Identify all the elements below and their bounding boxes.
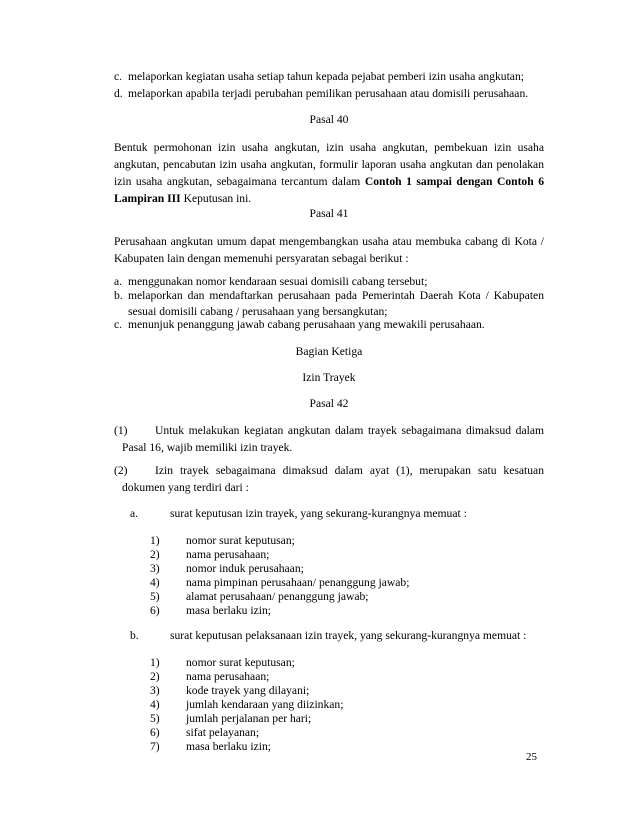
paragraph: Perusahaan angkutan umum dapat mengembangkan usaha atau membuka cabang di Kota / Kabupaten lain dengan memenuhi persyaratan sebagai berikut : bbox=[114, 235, 544, 265]
list-number: 6) bbox=[150, 604, 160, 617]
sub-text: surat keputusan izin trayek, yang sekurang-kurangnya memuat : bbox=[170, 507, 467, 520]
paragraph-text: Bentuk permohonan izin usaha angkutan, izin usaha angkutan, pembekuan izin usaha angkutan, pencabutan izin usaha angkutan, formulir laporan usaha angkutan dan penolakan izin usaha angkutan, sebagaimana tercantum dalam bbox=[114, 141, 544, 188]
part-title: Izin Trayek bbox=[302, 371, 356, 384]
list-number: 7) bbox=[150, 740, 160, 753]
paragraph-text bbox=[114, 422, 544, 456]
list-number: 2) bbox=[150, 670, 160, 683]
part-heading: Bagian Ketiga bbox=[295, 345, 363, 358]
list-text: nomor surat keputusan; bbox=[186, 534, 295, 547]
list-number: 4) bbox=[150, 698, 160, 711]
section-heading: Pasal 40 bbox=[309, 113, 349, 126]
paragraph-text: Keputusan ini. bbox=[180, 192, 252, 205]
section-heading: Pasal 42 bbox=[309, 397, 349, 410]
list-text: nama perusahaan; bbox=[186, 548, 270, 561]
paragraph-number: (2) bbox=[114, 464, 128, 477]
list-number: 6) bbox=[150, 726, 160, 739]
list-label: c. bbox=[114, 318, 123, 331]
list-label: d. bbox=[114, 87, 123, 100]
list-text: nama perusahaan; bbox=[186, 670, 270, 683]
list-number: 2) bbox=[150, 548, 160, 561]
list-item bbox=[114, 86, 544, 101]
list-text: alamat perusahaan/ penanggung jawab; bbox=[186, 590, 369, 603]
list-item bbox=[114, 288, 544, 320]
paragraph-body: Untuk melakukan kegiatan angkutan dalam trayek sebagaimana dimaksud dalam Pasal 16, wajib memiliki izin trayek. bbox=[122, 424, 544, 454]
list-item bbox=[114, 317, 544, 332]
list-number: 5) bbox=[150, 712, 160, 725]
list-text: masa berlaku izin; bbox=[186, 604, 271, 617]
list-text: jumlah kendaraan yang diizinkan; bbox=[186, 698, 344, 711]
list-label: b. bbox=[114, 289, 123, 302]
list-text: nomor induk perusahaan; bbox=[186, 562, 304, 575]
sub-label: a. bbox=[130, 507, 139, 520]
paragraph-number: (1) bbox=[114, 424, 128, 437]
list-text: masa berlaku izin; bbox=[186, 740, 271, 753]
list-item bbox=[114, 274, 544, 289]
list-text: melaporkan apabila terjadi perubahan pemilikan perusahaan atau domisili perusahaan. bbox=[128, 87, 529, 100]
paragraph-text bbox=[114, 462, 544, 496]
list-text: menunjuk penanggung jawab cabang perusahaan yang mewakili perusahaan. bbox=[128, 318, 485, 331]
list-number: 3) bbox=[150, 562, 160, 575]
list-text: jumlah perjalanan per hari; bbox=[186, 712, 312, 725]
list-number: 1) bbox=[150, 656, 160, 669]
sub-label: b. bbox=[130, 629, 139, 642]
list-text: kode trayek yang dilayani; bbox=[186, 684, 310, 697]
list-text: sifat pelayanan; bbox=[186, 726, 260, 739]
list-text: nomor surat keputusan; bbox=[186, 656, 295, 669]
list-number: 4) bbox=[150, 576, 160, 589]
list-number: 3) bbox=[150, 684, 160, 697]
list-number: 1) bbox=[150, 534, 160, 547]
list-text: nama pimpinan perusahaan/ penanggung jawab; bbox=[186, 576, 410, 589]
paragraph bbox=[114, 139, 544, 207]
section-heading: Pasal 41 bbox=[309, 207, 349, 220]
paragraph-body: Izin trayek sebagaimana dimaksud dalam ayat (1), merupakan satu kesatuan dokumen yang terdiri dari : bbox=[122, 464, 544, 494]
list-text: menggunakan nomor kendaraan sesuai domisili cabang tersebut; bbox=[128, 275, 428, 288]
list-item bbox=[114, 69, 544, 84]
numbered-paragraph bbox=[114, 462, 544, 496]
sub-text: surat keputusan pelaksanaan izin trayek, yang sekurang-kurangnya memuat : bbox=[170, 629, 527, 642]
list-text: melaporkan dan mendaftarkan perusahaan pada Pemerintah Daerah Kota / Kabupaten sesuai domisili cabang / perusahaan yang bersangkutan; bbox=[128, 289, 544, 318]
page-number: 25 bbox=[526, 751, 537, 763]
bold-reference: Contoh 1 sampai dengan Contoh 6 Lampiran III bbox=[114, 175, 544, 205]
list-label: c. bbox=[114, 70, 123, 83]
list-label: a. bbox=[114, 275, 123, 288]
list-text: melaporkan kegiatan usaha setiap tahun kepada pejabat pemberi izin usaha angkutan; bbox=[128, 70, 524, 83]
list-number: 5) bbox=[150, 590, 160, 603]
numbered-paragraph bbox=[114, 422, 544, 456]
